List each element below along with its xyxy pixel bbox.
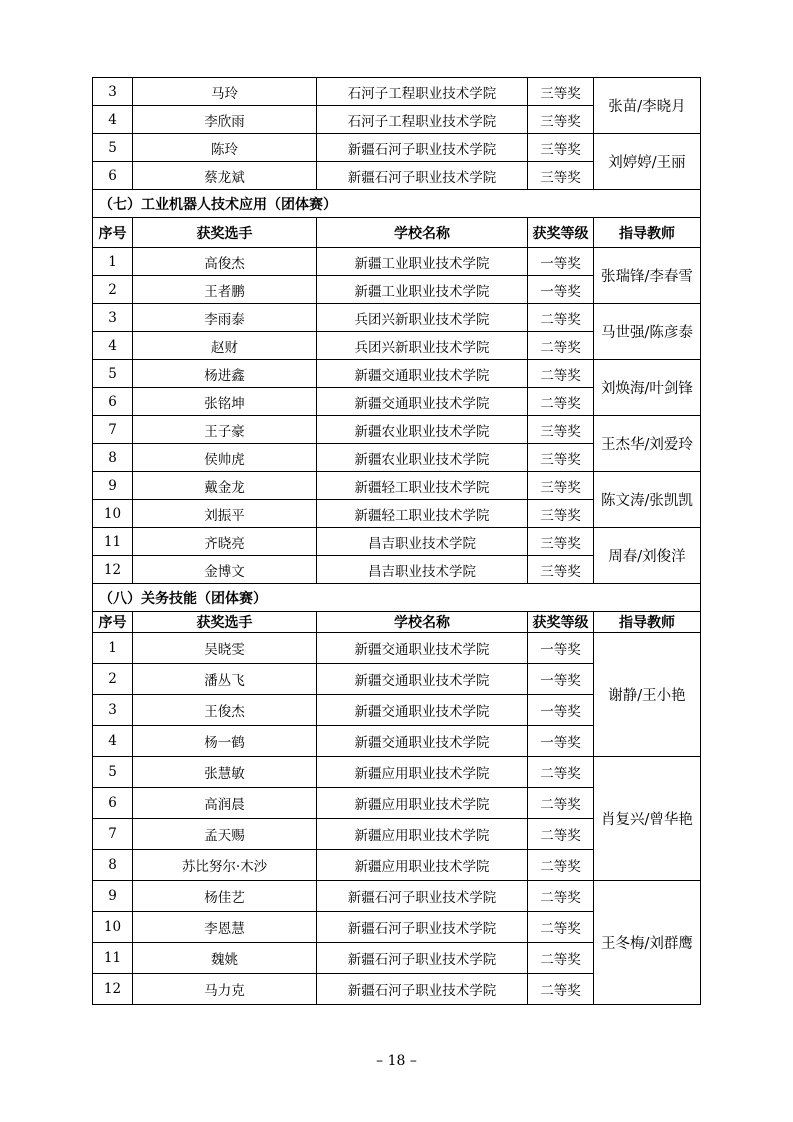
award-level: 二等奖 [528,360,594,388]
school-name: 新疆轻工职业技术学院 [317,472,528,500]
row-number: 9 [93,881,133,912]
header-award: 获奖等级 [528,218,594,248]
school-name: 石河子工程职业技术学院 [317,106,528,134]
school-name: 新疆应用职业技术学院 [317,757,528,788]
row-number: 7 [93,416,133,444]
table-row [93,472,701,500]
winner-name: 吴晓雯 [133,633,317,664]
award-level: 三等奖 [528,162,594,190]
award-level: 二等奖 [528,388,594,416]
row-number: 3 [93,78,133,106]
table-row [93,757,701,788]
winner-name: 王子豪 [133,416,317,444]
table-row [93,633,701,664]
winner-name: 陈玲 [133,134,317,162]
winner-name: 潘丛飞 [133,664,317,695]
row-number: 9 [93,472,133,500]
school-name: 兵团兴新职业技术学院 [317,304,528,332]
award-level: 三等奖 [528,472,594,500]
winner-name: 李雨泰 [133,304,317,332]
section-title-row [93,584,701,612]
teacher-names: 王冬梅/刘群鹰 [594,881,701,1005]
row-number: 10 [93,912,133,943]
school-name: 兵团兴新职业技术学院 [317,332,528,360]
row-number: 12 [93,974,133,1005]
header-teacher: 指导教师 [594,218,701,248]
winner-name: 马玲 [133,78,317,106]
winner-name: 高润晨 [133,788,317,819]
school-name: 新疆轻工职业技术学院 [317,500,528,528]
header-number: 序号 [93,612,133,633]
teacher-names: 谢静/王小艳 [594,633,701,757]
row-number: 11 [93,528,133,556]
header-school: 学校名称 [317,612,528,633]
winner-name: 马力克 [133,974,317,1005]
teacher-names: 张瑞锋/李春雪 [594,248,701,304]
award-level: 三等奖 [528,134,594,162]
winner-name: 魏姚 [133,943,317,974]
header-winner: 获奖选手 [133,612,317,633]
winner-name: 李恩慧 [133,912,317,943]
row-number: 6 [93,388,133,416]
award-level: 一等奖 [528,276,594,304]
school-name: 新疆石河子职业技术学院 [317,881,528,912]
school-name: 新疆交通职业技术学院 [317,360,528,388]
header-award: 获奖等级 [528,612,594,633]
award-level: 二等奖 [528,819,594,850]
row-number: 5 [93,757,133,788]
school-name: 新疆工业职业技术学院 [317,248,528,276]
winner-name: 张慧敏 [133,757,317,788]
row-number: 4 [93,726,133,757]
winner-name: 侯帅虎 [133,444,317,472]
winner-name: 蔡龙斌 [133,162,317,190]
section-title: （八）关务技能（团体赛） [93,584,701,612]
award-level: 三等奖 [528,78,594,106]
row-number: 12 [93,556,133,584]
row-number: 2 [93,276,133,304]
award-level: 一等奖 [528,664,594,695]
table-row [93,416,701,444]
award-level: 二等奖 [528,332,594,360]
table-header-row [93,218,701,248]
school-name: 新疆交通职业技术学院 [317,664,528,695]
teacher-names: 肖复兴/曾华艳 [594,757,701,881]
header-winner: 获奖选手 [133,218,317,248]
school-name: 新疆石河子职业技术学院 [317,912,528,943]
award-level: 三等奖 [528,500,594,528]
school-name: 新疆石河子职业技术学院 [317,943,528,974]
school-name: 新疆工业职业技术学院 [317,276,528,304]
section-title: （七）工业机器人技术应用（团体赛） [93,190,701,218]
winner-name: 金博文 [133,556,317,584]
section-title-row [93,190,701,218]
row-number: 3 [93,695,133,726]
winner-name: 王者鹏 [133,276,317,304]
school-name: 新疆交通职业技术学院 [317,695,528,726]
winner-name: 张铭坤 [133,388,317,416]
school-name: 新疆应用职业技术学院 [317,850,528,881]
award-level: 一等奖 [528,633,594,664]
award-level: 一等奖 [528,248,594,276]
winner-name: 戴金龙 [133,472,317,500]
teacher-names: 马世强/陈彦泰 [594,304,701,360]
award-level: 三等奖 [528,556,594,584]
award-level: 二等奖 [528,943,594,974]
page-number: – 18 – [376,1053,417,1069]
table-row [93,360,701,388]
header-number: 序号 [93,218,133,248]
school-name: 新疆应用职业技术学院 [317,819,528,850]
row-number: 2 [93,664,133,695]
winner-name: 苏比努尔·木沙 [133,850,317,881]
school-name: 新疆石河子职业技术学院 [317,162,528,190]
winner-name: 杨一鹤 [133,726,317,757]
winner-name: 齐晓亮 [133,528,317,556]
award-table [92,77,701,1005]
school-name: 新疆应用职业技术学院 [317,788,528,819]
teacher-names: 刘焕海/叶剑锋 [594,360,701,416]
winner-name: 杨佳艺 [133,881,317,912]
award-level: 二等奖 [528,881,594,912]
school-name: 新疆农业职业技术学院 [317,416,528,444]
award-level: 一等奖 [528,695,594,726]
winner-name: 赵财 [133,332,317,360]
header-teacher: 指导教师 [594,612,701,633]
award-level: 二等奖 [528,850,594,881]
teacher-names: 王杰华/刘爱玲 [594,416,701,472]
winner-name: 王俊杰 [133,695,317,726]
table-row [93,528,701,556]
award-list-page [92,77,700,1005]
award-level: 三等奖 [528,416,594,444]
school-name: 昌吉职业技术学院 [317,556,528,584]
teacher-names: 周春/刘俊洋 [594,528,701,584]
winner-name: 刘振平 [133,500,317,528]
row-number: 10 [93,500,133,528]
table-row [93,134,701,162]
teacher-names: 张苗/李晓月 [594,78,701,134]
teacher-names: 刘婷婷/王丽 [594,134,701,190]
row-number: 5 [93,134,133,162]
award-level: 三等奖 [528,444,594,472]
row-number: 6 [93,162,133,190]
award-level: 二等奖 [528,757,594,788]
teacher-names: 陈文涛/张凯凯 [594,472,701,528]
table-row [93,78,701,106]
school-name: 新疆农业职业技术学院 [317,444,528,472]
row-number: 8 [93,850,133,881]
row-number: 8 [93,444,133,472]
row-number: 7 [93,819,133,850]
award-level: 二等奖 [528,912,594,943]
school-name: 新疆交通职业技术学院 [317,726,528,757]
award-level: 三等奖 [528,106,594,134]
winner-name: 孟天赐 [133,819,317,850]
header-school: 学校名称 [317,218,528,248]
school-name: 石河子工程职业技术学院 [317,78,528,106]
school-name: 新疆交通职业技术学院 [317,388,528,416]
award-level: 一等奖 [528,726,594,757]
school-name: 昌吉职业技术学院 [317,528,528,556]
row-number: 5 [93,360,133,388]
row-number: 6 [93,788,133,819]
award-level: 二等奖 [528,788,594,819]
school-name: 新疆石河子职业技术学院 [317,974,528,1005]
table-row [93,881,701,912]
table-row [93,304,701,332]
row-number: 11 [93,943,133,974]
award-level: 二等奖 [528,974,594,1005]
row-number: 3 [93,304,133,332]
row-number: 1 [93,248,133,276]
row-number: 1 [93,633,133,664]
row-number: 4 [93,332,133,360]
winner-name: 李欣雨 [133,106,317,134]
award-level: 二等奖 [528,304,594,332]
award-level: 三等奖 [528,528,594,556]
school-name: 新疆石河子职业技术学院 [317,134,528,162]
table-header-row [93,612,701,633]
school-name: 新疆交通职业技术学院 [317,633,528,664]
table-row [93,248,701,276]
row-number: 4 [93,106,133,134]
winner-name: 杨进鑫 [133,360,317,388]
winner-name: 高俊杰 [133,248,317,276]
